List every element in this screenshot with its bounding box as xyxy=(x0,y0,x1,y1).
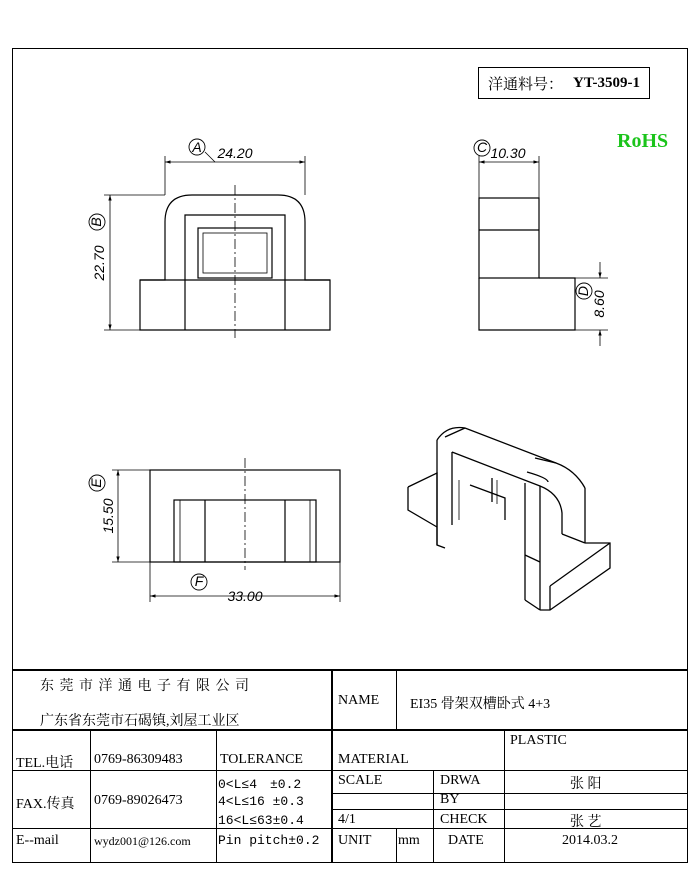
company-name: 东 莞 市 洋 通 电 子 有 限 公 司 xyxy=(40,679,250,694)
part-number-label: 洋通料号： xyxy=(488,76,564,93)
tolerance-row-2: 4<L≤16 ±0.3 xyxy=(218,794,304,809)
dim-value-c: 10.30 xyxy=(490,145,526,161)
bottom-view xyxy=(89,458,340,602)
check-label: CHECK xyxy=(440,812,488,827)
dim-value-f: 33.00 xyxy=(227,588,263,604)
unit-label: UNIT xyxy=(338,833,372,848)
dim-value-a: 24.20 xyxy=(217,145,253,161)
scale-value: 4/1 xyxy=(338,812,356,827)
tolerance-row-1: 0<L≤4 ±0.2 xyxy=(218,777,302,792)
date-value: 2014.03.2 xyxy=(562,833,618,848)
dim-tag-a: A xyxy=(192,139,202,155)
check-value: 张 艺 xyxy=(570,815,602,830)
dim-tag-f: F xyxy=(194,573,204,589)
dim-tag-b: B xyxy=(88,217,104,227)
dim-value-b: 22.70 xyxy=(91,245,107,281)
date-label: DATE xyxy=(448,833,484,848)
drawn-by-label-2: BY xyxy=(440,792,460,807)
side-view xyxy=(474,140,608,346)
company-address: 广东省东莞市石碣镇,刘屋工业区 xyxy=(40,714,240,729)
tel-label: TEL.电话 xyxy=(16,756,74,771)
unit-value: mm xyxy=(398,833,420,848)
dim-value-d: 8.60 xyxy=(591,290,607,318)
name-value: EI35 骨架双槽卧式 4+3 xyxy=(410,697,551,712)
email-label: E--mail xyxy=(16,833,59,848)
dim-value-e: 15.50 xyxy=(100,498,116,534)
tolerance-row-3: 16<L≤63±0.4 xyxy=(218,813,304,828)
rohs-mark: RoHS xyxy=(617,130,669,152)
tolerance-row-4: Pin pitch±0.2 xyxy=(218,833,320,848)
part-number-value: YT-3509-1 xyxy=(573,74,640,91)
fax-label: FAX.传真 xyxy=(16,797,75,812)
material-label: MATERIAL xyxy=(338,752,409,767)
scale-label: SCALE xyxy=(338,773,383,788)
email-value: wydz001@126.com xyxy=(94,834,191,848)
dim-tag-e: E xyxy=(88,478,104,488)
front-view xyxy=(89,139,330,338)
drawn-by-value: 张 阳 xyxy=(570,777,602,792)
dim-tag-d: D xyxy=(575,285,591,297)
tel-value: 0769-86309483 xyxy=(94,752,183,767)
tolerance-label: TOLERANCE xyxy=(220,752,303,767)
isometric-view xyxy=(408,428,610,611)
title-block xyxy=(12,669,688,863)
dim-tag-c: C xyxy=(476,139,488,155)
name-label: NAME xyxy=(338,693,380,708)
fax-value: 0769-89026473 xyxy=(94,793,183,808)
material-value: PLASTIC xyxy=(510,733,567,748)
drawn-by-label-1: DRWA xyxy=(440,773,481,788)
